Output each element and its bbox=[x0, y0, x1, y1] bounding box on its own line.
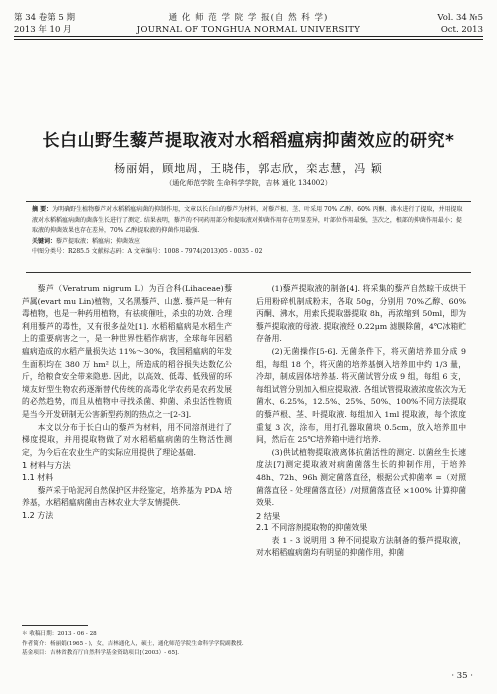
subsection-heading-methods: 1.2 方法 bbox=[22, 510, 54, 520]
header-rule-thick bbox=[14, 36, 483, 37]
subsection-heading-results: 2.1 不同溶剂提取物的抑菌效果 bbox=[256, 523, 368, 533]
subsection-heading-materials: 1.1 材料 bbox=[22, 472, 54, 482]
footnote-rule bbox=[22, 625, 88, 626]
abstract-text: 为明确野生植物藜芦对水稻稻瘟病菌的抑制作用，文章以长白山的藜芦为材料，对藜芦根、茎、叶采用 70% 乙醇、60% 丙酮、沸水进行了提取，并用提取液对水稻稻瘟病菌的菌落生长进行了测定. 结果表明，藜芦的不同药用部分和提取液对抑菌作用存在明显差异，叶部位作用最强，茎次之，根部的抑菌作用最小；提取液的抑菌效果也存在差异，70% 乙醇提取液的抑菌作用最强. bbox=[32, 206, 463, 234]
footnote bbox=[22, 630, 462, 659]
author-affiliation: （通化师范学院 生命科学学院，吉林 通化 134002） bbox=[165, 179, 332, 187]
abstract-label: 摘 要： bbox=[32, 206, 53, 213]
classification-line: 中图分类号：R285.5 文献标志码：A 文章编号：1008 - 7974(2013)05 - 0035 - 02 bbox=[32, 248, 263, 255]
method-paragraph-2: (2)无菌操作[5-6]. 无菌条件下，将灭菌培养皿分成 9 组，每组 18 个，将灭菌的培养基倒入培养皿中约 1/3 量，冷却，制成固体培养基. 将灭菌试管分成 9 组，每组 6 支，每组试管分别加入相应提取液. 各组试管提取液浓度依次为无菌水、6.25%，12.5%、25%、50%、100%不同方法提取的藜芦根、茎、叶提取液. 每组加入 1ml 提取液，每个浓度重复 3 次，涂布，用打孔器取菌块 0.5cm，放入培养皿中间，然后在 25℃培养箱中进行培养. bbox=[256, 346, 466, 445]
keywords-label: 关键词： bbox=[32, 237, 57, 245]
intro-paragraph-2: 本文以分布于长白山的藜芦为材料，用不同溶剂进行了梯度提取，并用提取物做了对水稻稻瘟病菌的生物活性测定，为今后在农业生产的实际应用提供了理论基础. bbox=[22, 422, 232, 457]
article-title: 长白山野生藜芦提取液对水稻稻瘟病抑菌效应的研究* bbox=[42, 131, 455, 151]
journal-name-cn: 通 化 师 范 学 院 学 报(自 然 科 学) bbox=[168, 13, 329, 23]
issue-date-en: Oct. 2013 bbox=[440, 25, 483, 35]
footnote-received: ＊ 收稿日期：2013 - 06 - 28 bbox=[22, 631, 97, 637]
article-authors: 杨丽娟，顾地周，王晓伟，郭志欣，栾志慧，冯 颖 bbox=[114, 162, 383, 175]
results-paragraph: 表 1 - 3 说明用 3 种不同提取方法制备的藜芦提取液，对水稻稻瘟病菌均有明显的抑菌作用，抑菌 bbox=[256, 535, 466, 558]
keywords-line bbox=[32, 237, 465, 248]
materials-paragraph: 藜芦采于哈泥河自然保护区井经鉴定，培养基为 PDA 培养基，水稻稻瘟病菌由吉林农业大学友情提供. bbox=[22, 485, 232, 508]
page-number: · 35 · bbox=[451, 671, 473, 681]
journal-name-en: JOURNAL OF TONGHUA NORMAL UNIVERSITY bbox=[136, 25, 361, 35]
section-heading-results: 2 结果 bbox=[256, 510, 281, 521]
journal-name bbox=[14, 12, 483, 36]
keywords-text: 藜芦提取液；稻瘟病；抑菌效应 bbox=[56, 237, 141, 245]
body-right-column bbox=[256, 283, 466, 560]
section-heading-methods: 1 材料与方法 bbox=[22, 460, 71, 471]
body-left-column bbox=[22, 283, 232, 522]
abstract-paragraph bbox=[32, 205, 465, 237]
volume-issue-en: Vol. 34 №5 bbox=[437, 13, 483, 23]
issue-date: 2013 年 10 月 bbox=[14, 25, 72, 35]
intro-paragraph-1: 藜芦（Veratrum nigrum L）为百合科(Lihaceae)藜芦属(evart mu Lin)植物，又名黑藜芦、山葱. 藜芦是一种有毒植物，也是一种药用植物，有祛痰催吐，杀虫的功效. 合理利用藜芦的毒性，又有很多益处[1]. 水稻稻瘟病是水稻生产上的重要病害之一，是一种世界性稻作病害，全球每年因稻瘟病造成的水稻产量损失达 11%～30%，我国稻瘟病的年发生面积均在 380 万 hm² 以上，所造成的稻谷损失达数亿公斤，给粮食安全带来隐患. 因此，以高效、低毒、低残留的环境友好型生物农药逐渐替代传统的高毒化学农药是农药发展的必然趋势，而且从植物中寻找杀菌、抑菌、杀虫活性物质是当今开发研制无公害新型药剂的热点之一[2-3]. bbox=[22, 284, 232, 419]
footnote-fund: 基金项目：吉林省教育厅自然科学基金资助项目[（2003）- 65]. bbox=[22, 650, 180, 657]
method-paragraph-3: (3)供试植物提取液离体抗菌活性的测定. 以菌丝生长速度法[7]测定提取液对病菌菌落生长的抑制作用，于培养 48h、72h、96h 测定菌落直径，根据公式抑菌率 =（对照菌落直径 - 处理菌落直径）/对照菌落直径 ×100% 计算抑菌效果. bbox=[256, 447, 466, 508]
method-paragraph-1: (1)藜芦提取液的制备[4]. 将采集的藜芦自然晾干成烘干后用粉碎机制成粉末，各取 50g，分别用 70%乙醇、60%丙酮、沸水，用索氏提取器提取 8h，再浓缩到 50ml，即为藜芦提取液的母液. 提取液经 0.22μm 滤膜除菌，4℃冰箱贮存备用. bbox=[256, 284, 466, 344]
header-rule-thin bbox=[14, 39, 483, 40]
footnote-author-info: 作者简介：杨丽娟(1965 - )，女，吉林通化人，硕士，通化师范学院生命科学学院副教授. bbox=[22, 640, 244, 647]
volume-issue: 第 34 卷第 5 期 bbox=[14, 13, 76, 23]
volume-info-en bbox=[437, 12, 483, 36]
abstract-box bbox=[26, 201, 471, 273]
